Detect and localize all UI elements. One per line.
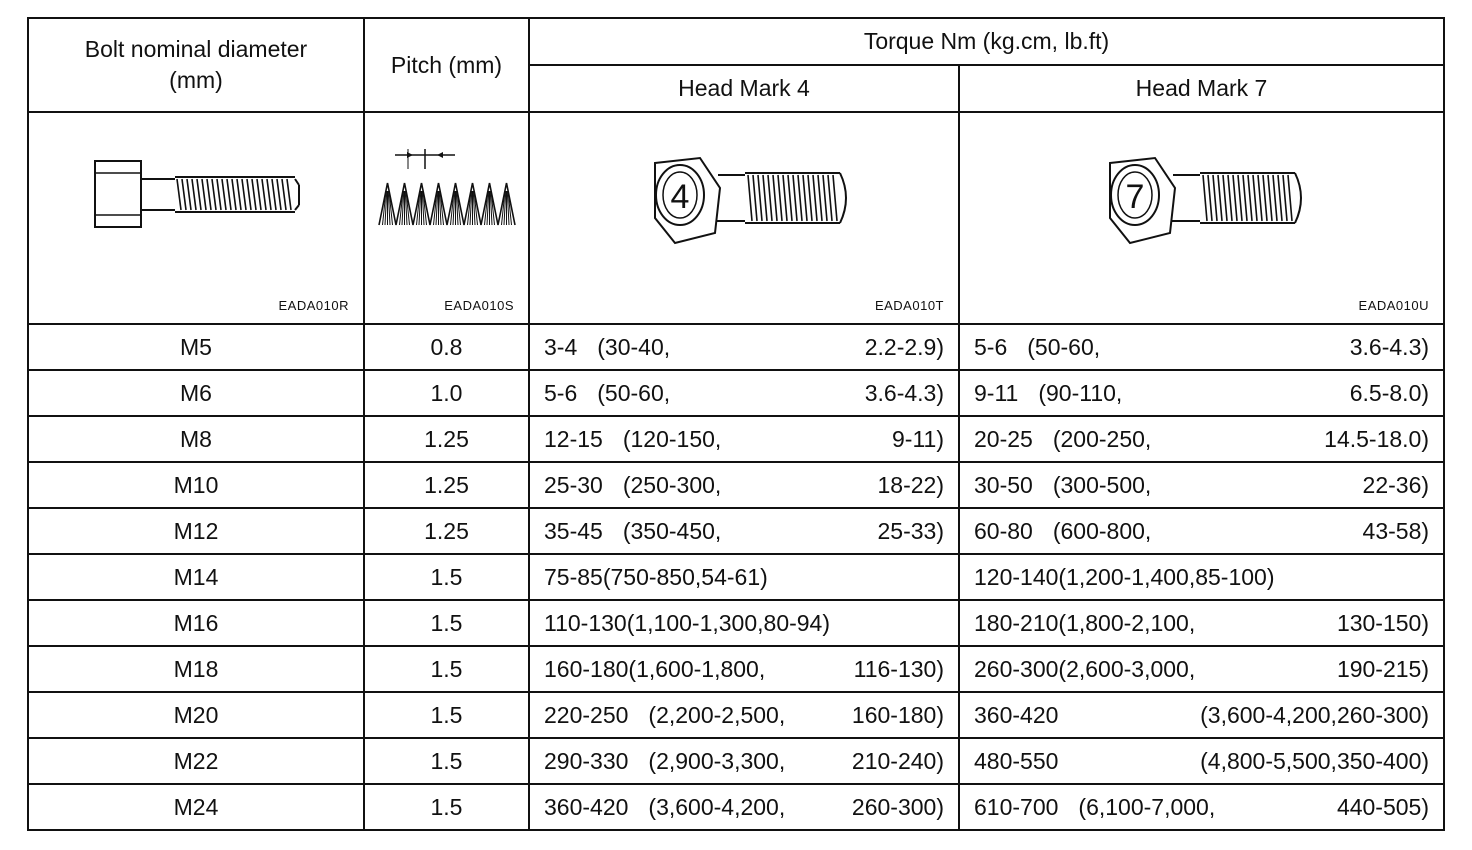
table-row (28, 738, 1444, 784)
torque-nm: 9-11 (974, 379, 1019, 406)
table-row (28, 416, 1444, 462)
head-mark-7-torque-cell (959, 692, 1444, 738)
head-mark-4-glyph: 4 (670, 178, 690, 216)
torque-nm: 290-330 (544, 747, 629, 774)
torque-nm: 360-420 (544, 793, 629, 820)
torque-lbft: 160-180) (851, 701, 944, 728)
torque-kgcm: (90-110, (1038, 379, 1123, 406)
head-mark-4-illustration-code: EADA010T (874, 298, 944, 313)
torque-nm: 12-15 (544, 425, 603, 452)
header-pitch: Pitch (mm) (364, 18, 529, 112)
pitch-cell: 1.5 (364, 554, 529, 600)
torque-kgcm: (600-800, (1052, 517, 1152, 544)
header-torque: Torque Nm (kg.cm, lb.ft) (529, 18, 1444, 65)
torque-nm: 160-180(1,600-1,800, (544, 655, 766, 682)
head-mark-7-torque-cell (959, 784, 1444, 830)
torque-kgcm: (50-60, (1027, 333, 1101, 360)
head-mark-7-torque-cell (959, 324, 1444, 370)
pitch-illustration-code: EADA010S (444, 298, 514, 313)
torque-lbft: 18-22) (877, 471, 944, 498)
torque-nm: 20-25 (974, 425, 1033, 452)
bolt-size-cell: M14 (28, 554, 364, 600)
torque-kgcm: (3,600-4,200, (648, 793, 786, 820)
head-mark-7-torque-cell (959, 462, 1444, 508)
torque-lbft: 3.6-4.3) (1349, 333, 1430, 360)
pitch-cell: 0.8 (364, 324, 529, 370)
torque-nm: 480-550 (974, 747, 1059, 774)
head-mark-7-torque-cell (959, 508, 1444, 554)
torque-kgcm: (350-450, (622, 517, 722, 544)
head-mark-4-torque-cell (529, 738, 959, 784)
pitch-illustration-cell (364, 112, 529, 324)
torque-nm: 360-420 (974, 701, 1059, 728)
torque-lbft: (3,600-4,200,260-300) (1200, 701, 1430, 728)
head-mark-4-torque-cell (529, 416, 959, 462)
table-row (28, 370, 1444, 416)
table-row (28, 646, 1444, 692)
header-bolt-diameter (28, 18, 364, 112)
pitch-cell: 1.0 (364, 370, 529, 416)
pitch-cell: 1.5 (364, 784, 529, 830)
torque-value: 75-85(750-850,54-61) (544, 563, 768, 590)
head-mark-7-illustration-code: EADA010U (1358, 298, 1430, 313)
torque-lbft: 2.2-2.9) (864, 333, 944, 360)
bolt-head-mark-4-icon (530, 113, 960, 323)
torque-lbft: (4,800-5,500,350-400) (1200, 747, 1430, 774)
torque-nm: 5-6 (974, 333, 1008, 360)
bolt-size-cell: M12 (28, 508, 364, 554)
torque-nm: 5-6 (544, 379, 578, 406)
torque-lbft: 9-11) (892, 425, 944, 452)
torque-kgcm: (2,200-2,500, (648, 701, 786, 728)
bolt-torque-table (27, 17, 1445, 831)
torque-lbft: 440-505) (1336, 793, 1430, 820)
table-row (28, 692, 1444, 738)
head-mark-7-torque-cell (959, 370, 1444, 416)
pitch-cell: 1.25 (364, 416, 529, 462)
torque-lbft: 116-130) (853, 655, 944, 682)
head-mark-4-torque-cell (529, 508, 959, 554)
torque-kgcm: (2,900-3,300, (648, 747, 786, 774)
torque-lbft: 3.6-4.3) (864, 379, 944, 406)
torque-lbft: 190-215) (1336, 655, 1430, 682)
pitch-cell: 1.5 (364, 738, 529, 784)
bolt-size-cell: M10 (28, 462, 364, 508)
head-mark-7-torque-cell (959, 738, 1444, 784)
bolt-side-icon (29, 113, 365, 323)
torque-kgcm: (120-150, (622, 425, 722, 452)
bolt-size-cell: M6 (28, 370, 364, 416)
torque-lbft: 14.5-18.0) (1324, 425, 1430, 452)
table-row (28, 554, 1444, 600)
table-row (28, 600, 1444, 646)
torque-kgcm: (30-40, (597, 333, 671, 360)
head-mark-7-torque-cell (959, 416, 1444, 462)
thread-pitch-icon (365, 113, 530, 323)
torque-kgcm: (200-250, (1052, 425, 1152, 452)
torque-nm: 30-50 (974, 471, 1033, 498)
bolt-size-cell: M22 (28, 738, 364, 784)
head-mark-4-torque-cell (529, 692, 959, 738)
pitch-cell: 1.25 (364, 508, 529, 554)
torque-kgcm: (300-500, (1052, 471, 1152, 498)
header-bolt-diameter-line1: Bolt nominal diameter (84, 36, 308, 62)
pitch-cell: 1.25 (364, 462, 529, 508)
table-row (28, 324, 1444, 370)
torque-nm: 220-250 (544, 701, 629, 728)
torque-nm: 60-80 (974, 517, 1033, 544)
torque-value: 110-130(1,100-1,300,80-94) (544, 609, 831, 636)
bolt-illustration-code: EADA010R (278, 298, 349, 313)
head-mark-4-torque-cell (529, 554, 959, 600)
torque-lbft: 210-240) (851, 747, 944, 774)
head-mark-7-glyph: 7 (1125, 178, 1145, 216)
head-mark-4-torque-cell (529, 324, 959, 370)
torque-kgcm: (250-300, (622, 471, 722, 498)
torque-nm: 3-4 (544, 333, 578, 360)
head-mark-4-torque-cell (529, 646, 959, 692)
torque-nm: 180-210(1,800-2,100, (974, 609, 1196, 636)
torque-lbft: 130-150) (1336, 609, 1430, 636)
bolt-size-cell: M18 (28, 646, 364, 692)
torque-kgcm: (6,100-7,000, (1078, 793, 1216, 820)
torque-value: 120-140(1,200-1,400,85-100) (974, 563, 1275, 590)
head-mark-4-torque-cell (529, 370, 959, 416)
table-row (28, 508, 1444, 554)
head-mark-4-torque-cell (529, 462, 959, 508)
head-mark-7-illustration-cell (959, 112, 1444, 324)
torque-lbft: 260-300) (851, 793, 944, 820)
head-mark-4-illustration-cell (529, 112, 959, 324)
bolt-head-mark-7-icon (960, 113, 1445, 323)
bolt-size-cell: M8 (28, 416, 364, 462)
head-mark-7-torque-cell (959, 600, 1444, 646)
torque-lbft: 43-58) (1362, 517, 1430, 544)
torque-nm: 260-300(2,600-3,000, (974, 655, 1196, 682)
table-row (28, 462, 1444, 508)
torque-lbft: 25-33) (877, 517, 944, 544)
bolt-size-cell: M24 (28, 784, 364, 830)
bolt-illustration-cell (28, 112, 364, 324)
head-mark-4-torque-cell (529, 600, 959, 646)
bolt-size-cell: M5 (28, 324, 364, 370)
bolt-size-cell: M16 (28, 600, 364, 646)
torque-nm: 25-30 (544, 471, 603, 498)
pitch-cell: 1.5 (364, 692, 529, 738)
torque-lbft: 22-36) (1362, 471, 1430, 498)
pitch-cell: 1.5 (364, 600, 529, 646)
head-mark-7-torque-cell (959, 554, 1444, 600)
torque-nm: 35-45 (544, 517, 603, 544)
header-head-mark-4: Head Mark 4 (529, 65, 959, 112)
head-mark-4-torque-cell (529, 784, 959, 830)
torque-nm: 610-700 (974, 793, 1059, 820)
header-head-mark-7: Head Mark 7 (959, 65, 1444, 112)
bolt-size-cell: M20 (28, 692, 364, 738)
head-mark-7-torque-cell (959, 646, 1444, 692)
torque-lbft: 6.5-8.0) (1349, 379, 1430, 406)
torque-kgcm: (50-60, (597, 379, 671, 406)
header-bolt-diameter-line2: (mm) (169, 67, 223, 93)
pitch-cell: 1.5 (364, 646, 529, 692)
table-row (28, 784, 1444, 830)
